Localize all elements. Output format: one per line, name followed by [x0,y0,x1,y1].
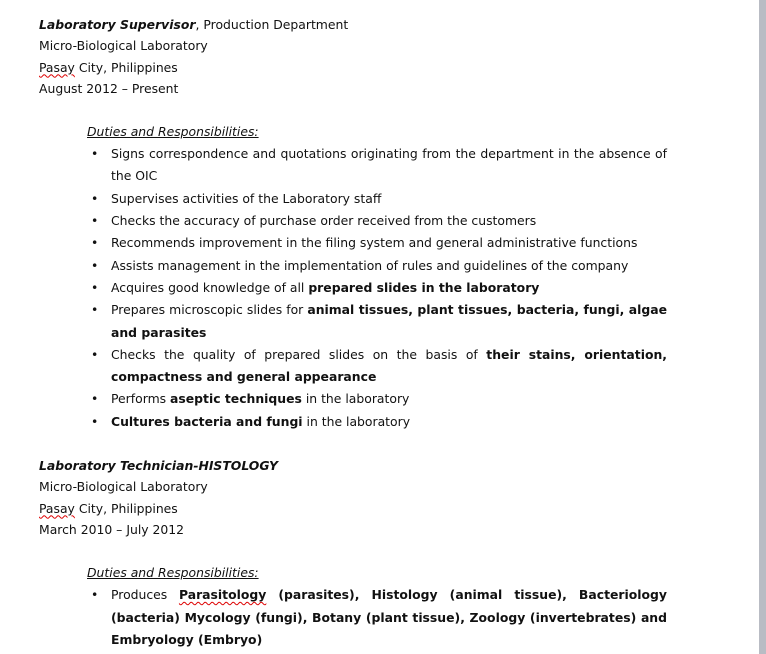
duty-item [87,232,667,254]
duty-item [87,411,667,433]
bullet-icon: • [91,213,99,229]
duty-text: in the laboratory [302,413,411,429]
duty-text: Checks the quality of prepared slides on the basis of [111,346,487,362]
duty-text: Assists management in the implementation of rules and guidelines of the company [111,257,629,273]
bullet-icon: • [91,302,99,318]
job-location [39,57,669,78]
duty-item [87,210,667,232]
job-title [39,14,669,35]
duties-heading: Duties and Responsibilities: [87,124,259,140]
spellcheck-word[interactable]: Pasay [39,500,75,516]
duty-item [87,188,667,210]
duty-text-bold: Parasitology [178,587,267,603]
duties-heading: Duties and Responsibilities: [87,565,259,581]
bullet-icon: • [91,587,99,603]
page-edge-shadow [759,0,766,654]
job-entry [39,14,669,433]
job-entry [39,455,669,651]
duty-text: Checks the accuracy of purchase order received from the customers [111,213,537,229]
duty-item [87,255,667,277]
duty-text: Recommends improvement in the filing system and general administrative functions [111,235,638,251]
company-name: Micro-Biological Laboratory [39,479,208,495]
duty-text-bold: aseptic techniques [170,391,302,407]
duty-text-bold: animal tissues, plant tissues, bacteria, fungi, algae and parasites [111,302,667,340]
duty-item [87,584,667,651]
bullet-icon: • [91,391,99,407]
bullet-icon: • [91,190,99,206]
job-title-position: Laboratory Technician-HISTOLOGY [39,458,278,474]
job-title-position: Laboratory Supervisor [39,17,196,32]
location-rest: City, Philippines [74,500,178,516]
duty-text: Performs [111,391,171,407]
duties-list [87,584,667,651]
job-title-department: , Production Department [195,17,349,32]
duty-text: Supervises activities of the Laboratory staff [111,190,382,206]
job-dates: August 2012 – Present [39,80,179,96]
bullet-icon: • [91,413,99,429]
company-name: Micro-Biological Laboratory [39,38,208,54]
bullet-icon: • [91,279,99,295]
bullet-icon: • [91,235,99,251]
duty-text-bold: prepared slides in the laboratory [308,279,540,295]
job-title [39,455,669,476]
bullet-icon: • [91,346,99,362]
bullet-icon: • [91,257,99,273]
duty-text: Signs correspondence and quotations originating from the department in the absence of the OIC [111,146,667,184]
document-page [39,14,669,651]
duty-item [87,143,667,188]
duty-text-bold: their stains, orientation, compactness and general appearance [111,346,667,385]
duty-item [87,344,667,389]
duty-text: Produces [111,587,179,603]
duty-text: in the laboratory [301,391,410,407]
location-rest: City, Philippines [74,59,178,75]
duty-text-bold: (parasites), Histology (animal tissue), Bacteriology (bacteria) Mycology (fungi), Botany (plant tissue), Zoology (invertebrates) and Embryology (Embryo) [111,587,667,647]
spellcheck-word[interactable]: Pasay [39,59,75,75]
bullet-icon: • [91,146,99,162]
duty-text-bold: Cultures bacteria and fungi [111,413,303,429]
duty-text: Acquires good knowledge of all [111,279,309,295]
duty-item [87,277,667,299]
duties-list [87,143,667,433]
job-location [39,498,669,519]
duty-text: Prepares microscopic slides for [111,302,308,318]
job-dates: March 2010 – July 2012 [39,521,185,537]
duty-item [87,299,667,344]
duty-item [87,388,667,410]
